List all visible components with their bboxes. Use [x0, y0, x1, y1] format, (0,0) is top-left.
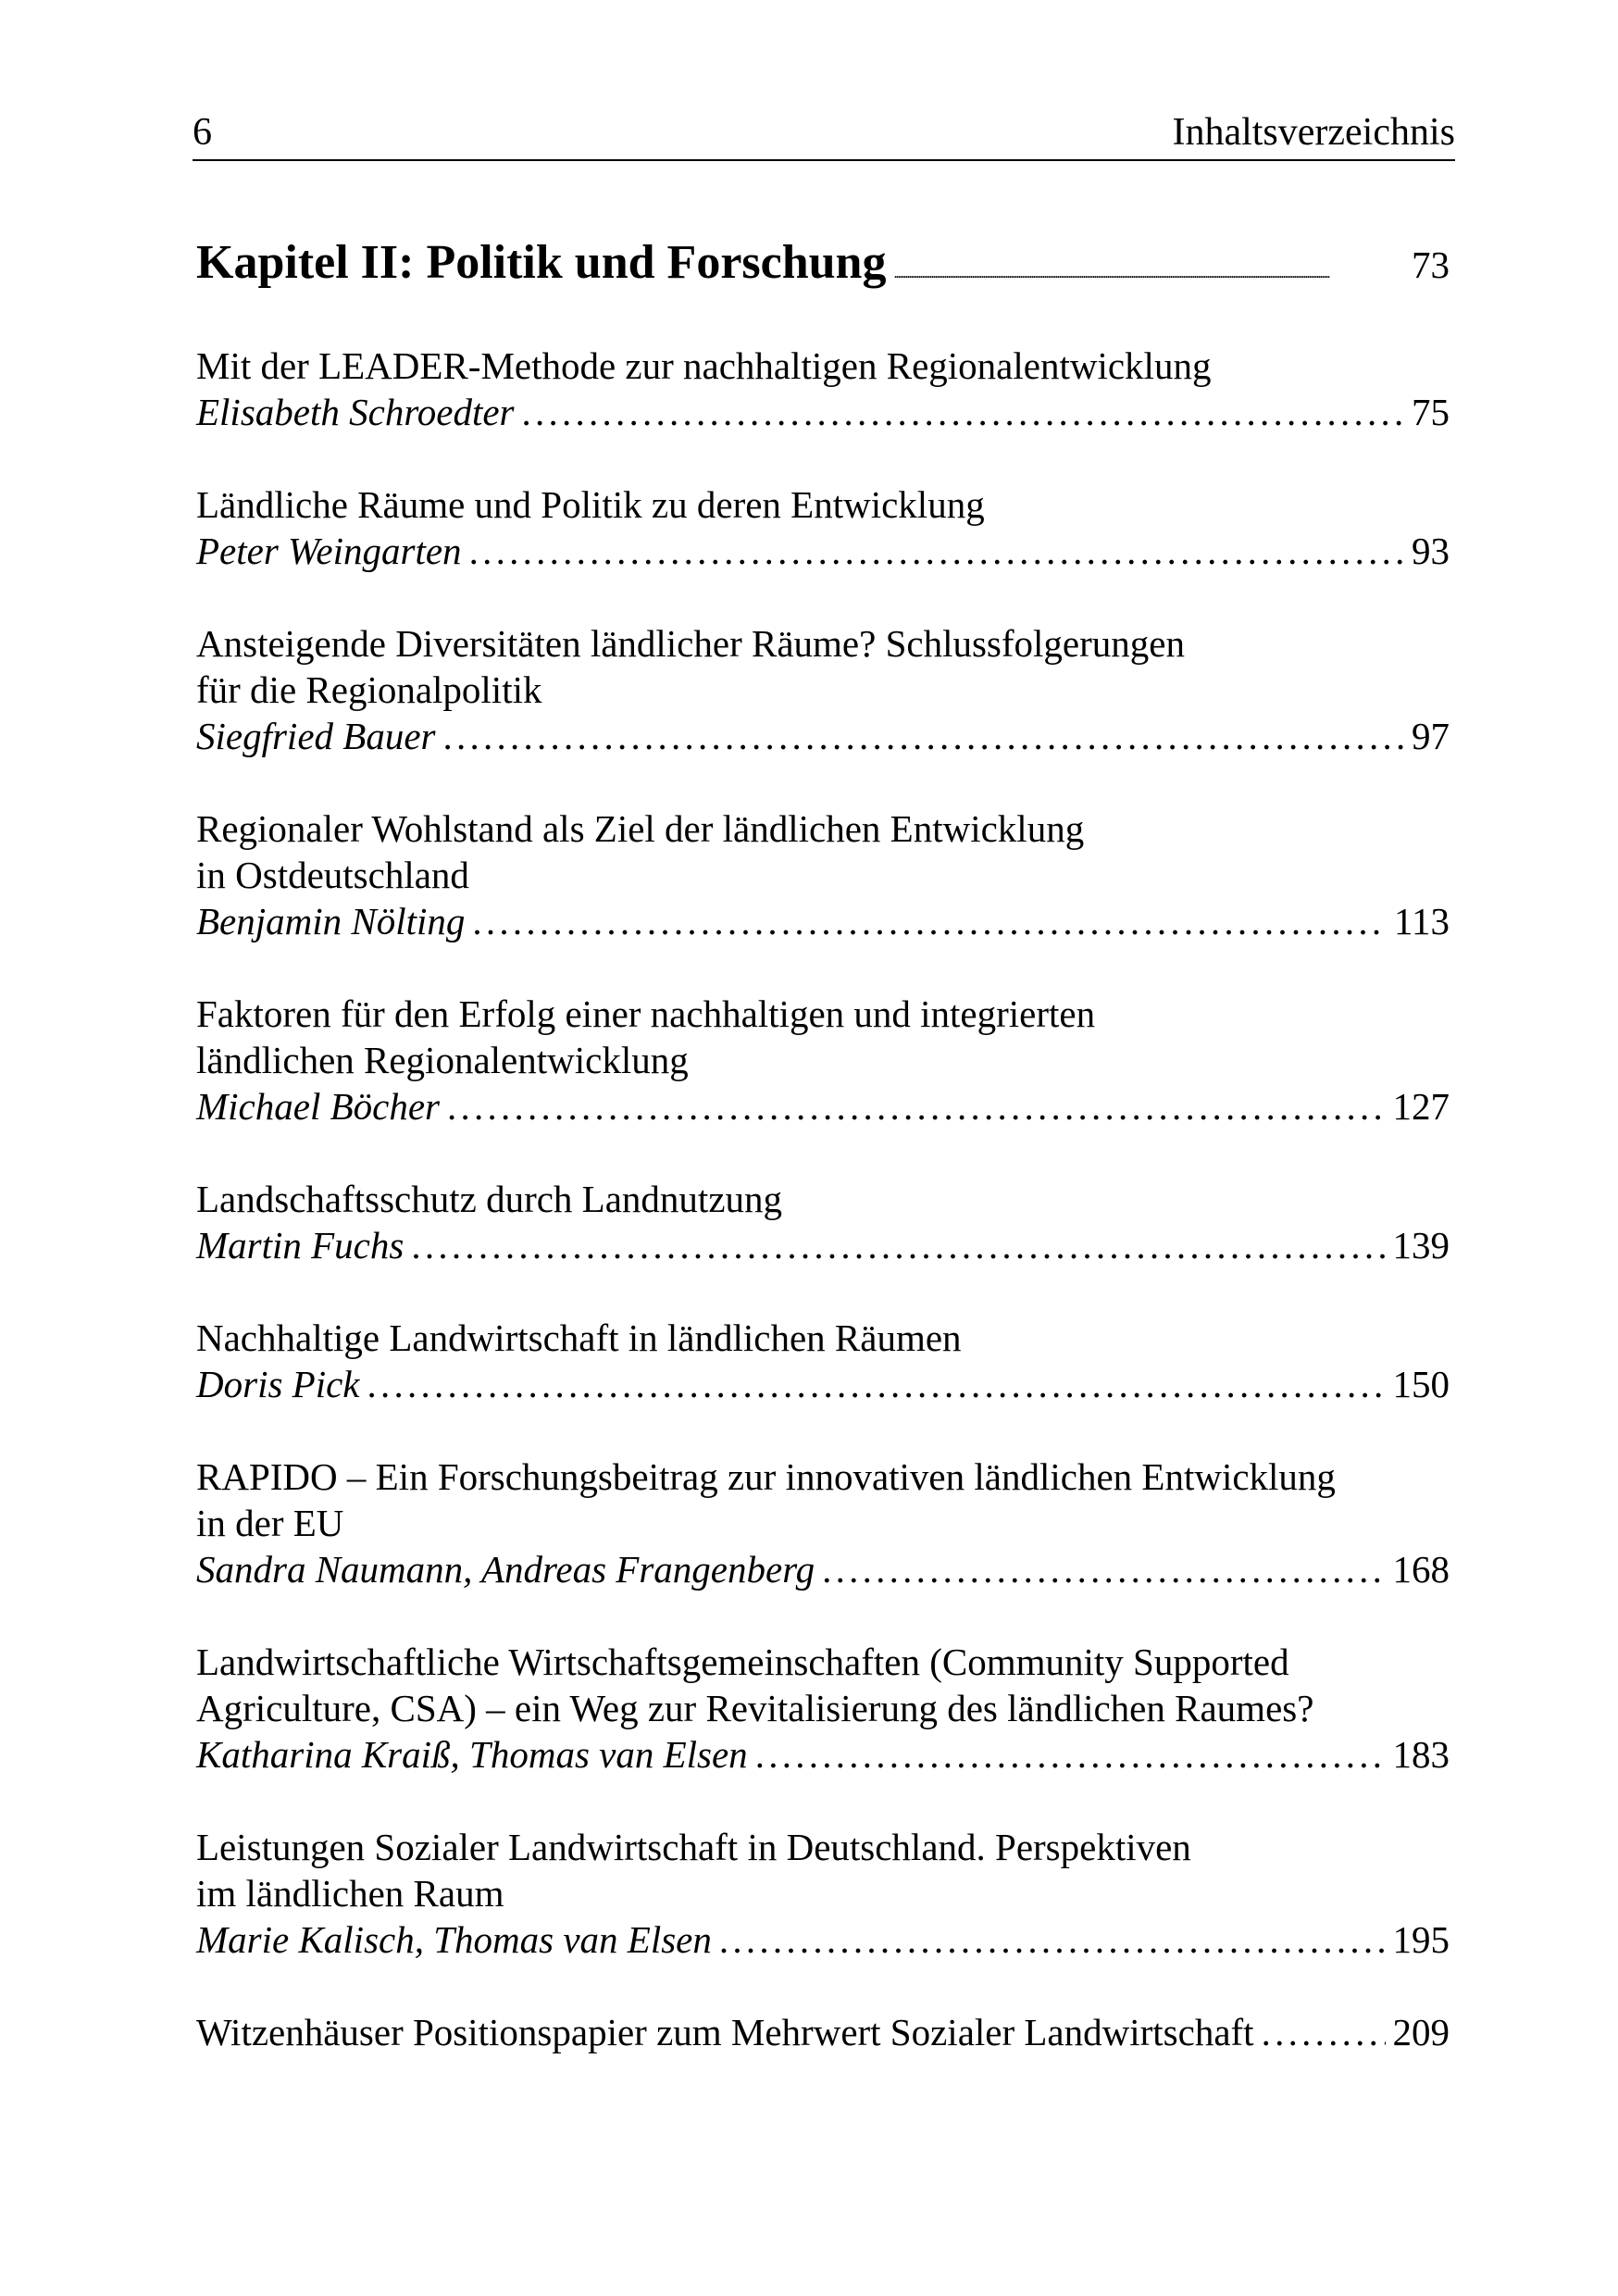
entry-authors: Benjamin Nölting — [196, 900, 466, 942]
entry-authors: Martin Fuchs — [196, 1224, 404, 1267]
toc-entry — [196, 991, 1450, 1129]
entry-author-line — [196, 1916, 1450, 1963]
dot-leader — [472, 898, 1387, 944]
entry-title-line: für die Regionalpolitik — [196, 668, 542, 711]
entry-title-line: Landschaftsschutz durch Landnutzung — [196, 1178, 783, 1220]
running-title: Inhaltsverzeichnis — [1172, 111, 1455, 154]
entry-title: Witzenhäuser Positionspapier zum Mehrwert Sozialer Landwirtschaft — [196, 2011, 1254, 2053]
entry-authors: Sandra Naumann, Andreas Frangenberg — [196, 1548, 815, 1591]
table-of-contents — [196, 231, 1450, 2055]
entry-author-line — [196, 1731, 1450, 1778]
toc-entry — [196, 343, 1450, 435]
dot-leader — [367, 1361, 1386, 1407]
entry-authors: Doris Pick — [196, 1363, 360, 1405]
entry-title-line: RAPIDO – Ein Forschungsbeitrag zur innovativen ländlichen Entwicklung — [196, 1455, 1336, 1498]
dot-leader — [893, 266, 1404, 282]
toc-entry — [196, 1176, 1450, 1268]
entry-author-line — [196, 528, 1450, 574]
entry-title-line: ländlichen Regionalentwicklung — [196, 1039, 689, 1081]
entry-page: 183 — [1392, 1733, 1450, 1776]
toc-entries — [196, 343, 1450, 1963]
entry-page: 93 — [1412, 530, 1450, 572]
entry-authors: Siegfried Bauer — [196, 715, 436, 757]
entry-author-line — [196, 389, 1450, 435]
entry-title-line: Ländliche Räume und Politik zu deren Entwicklung — [196, 483, 985, 526]
chapter-page: 73 — [1412, 243, 1450, 286]
dot-leader — [522, 389, 1405, 435]
entry-author-line — [196, 898, 1450, 944]
entry-page: 75 — [1412, 391, 1450, 433]
entry-title-line: Agriculture, CSA) – ein Weg zur Revitalisierung des ländlichen Raumes? — [196, 1687, 1314, 1729]
entry-authors: Katharina Kraiß, Thomas van Elsen — [196, 1733, 748, 1776]
toc-entry — [196, 620, 1450, 759]
toc-entry-final — [196, 2009, 1450, 2055]
entry-title-line: Ansteigende Diversitäten ländlicher Räume? Schlussfolgerungen — [196, 622, 1185, 665]
entry-title-line: Nachhaltige Landwirtschaft in ländlichen Räumen — [196, 1316, 962, 1359]
entry-page: 127 — [1392, 1085, 1450, 1128]
toc-entry — [196, 1824, 1450, 1963]
chapter-heading — [196, 231, 1450, 294]
entry-title-line: Regionaler Wohlstand als Ziel der ländlichen Entwicklung — [196, 807, 1085, 850]
entry-page: 195 — [1392, 1918, 1450, 1961]
toc-entry — [196, 1639, 1450, 1778]
running-head — [193, 109, 1455, 156]
page-number: 6 — [193, 111, 212, 154]
toc-entry — [196, 481, 1450, 574]
entry-authors: Marie Kalisch, Thomas van Elsen — [196, 1918, 712, 1961]
dot-leader — [442, 713, 1404, 759]
dot-leader — [755, 1731, 1386, 1778]
entry-author-line — [196, 1083, 1450, 1129]
entry-page: 113 — [1394, 900, 1450, 942]
entry-page: 168 — [1392, 1548, 1450, 1591]
toc-entry — [196, 1454, 1450, 1592]
entry-title-line: in Ostdeutschland — [196, 854, 469, 896]
entry-page: 139 — [1392, 1224, 1450, 1267]
dot-leader — [719, 1916, 1386, 1963]
entry-title-line: im ländlichen Raum — [196, 1872, 504, 1915]
entry-title-line: Faktoren für den Erfolg einer nachhaltigen und integrierten — [196, 992, 1096, 1035]
entry-author-line — [196, 1546, 1450, 1592]
dot-leader — [447, 1083, 1386, 1129]
entry-page: 150 — [1392, 1363, 1450, 1405]
entry-author-line — [196, 1222, 1450, 1268]
toc-entry — [196, 805, 1450, 944]
dot-leader — [469, 528, 1404, 574]
entry-author-line — [196, 1361, 1450, 1407]
header-rule — [193, 159, 1455, 161]
entry-authors: Elisabeth Schroedter — [196, 391, 515, 433]
chapter-title: Kapitel II: Politik und Forschung — [196, 236, 887, 289]
entry-page: 97 — [1412, 715, 1450, 757]
entry-page: 209 — [1392, 2011, 1450, 2053]
entry-title-line: Leistungen Sozialer Landwirtschaft in Deutschland. Perspektiven — [196, 1826, 1191, 1868]
entry-title-line: Landwirtschaftliche Wirtschaftsgemeinschaften (Community Supported — [196, 1641, 1289, 1683]
entry-title-line: in der EU — [196, 1502, 344, 1544]
entry-authors: Peter Weingarten — [196, 530, 462, 572]
dot-leader — [411, 1222, 1385, 1268]
entry-title-line: Mit der LEADER-Methode zur nachhaltigen Regionalentwicklung — [196, 344, 1212, 387]
dot-leader — [1262, 2009, 1386, 2055]
toc-entry — [196, 1315, 1450, 1407]
entry-authors: Michael Böcher — [196, 1085, 440, 1128]
dot-leader — [822, 1546, 1385, 1592]
entry-author-line — [196, 713, 1450, 759]
